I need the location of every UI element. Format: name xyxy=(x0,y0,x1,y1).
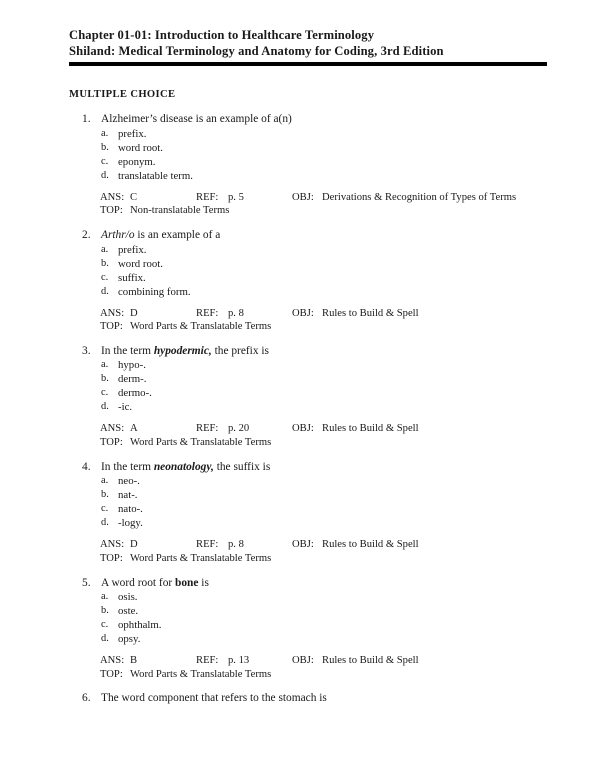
answer-option-letter: d. xyxy=(101,517,109,529)
answer-option-text: nato-. xyxy=(118,503,143,516)
answer-option-letter: d. xyxy=(101,401,109,413)
answer-option-text: nat-. xyxy=(118,489,138,502)
reference-label: REF: xyxy=(196,539,219,551)
answer-option-letter: c. xyxy=(101,503,109,515)
answer-option[interactable] xyxy=(0,386,600,400)
topic-value: Word Parts & Translatable Terms xyxy=(130,321,272,333)
answer-metadata xyxy=(0,307,600,334)
answer-label: ANS: xyxy=(100,307,125,319)
objective-value: Derivations & Recognition of Types of Terms xyxy=(322,191,517,203)
question-stem-emphasis: hypodermic, xyxy=(153,344,212,357)
answer-metadata xyxy=(0,191,600,218)
question-stem-text: In the term xyxy=(101,344,154,357)
question-number: 6. xyxy=(82,692,91,705)
answer-option[interactable] xyxy=(0,372,600,386)
objective-value: Rules to Build & Spell xyxy=(322,307,419,319)
answer-option[interactable] xyxy=(0,155,600,169)
question-stem xyxy=(0,112,600,126)
question-number: 3. xyxy=(82,344,91,357)
answer-option-list xyxy=(0,590,600,646)
answer-option-text: word root. xyxy=(118,257,163,270)
objective-value: Rules to Build & Spell xyxy=(322,655,419,667)
question-stem-text: Alzheimer’s disease is an example of a(n) xyxy=(101,113,292,125)
question-stem-text: the prefix is xyxy=(211,344,269,357)
answer-option-text: prefix. xyxy=(118,243,147,256)
answer-option-text: hypo-. xyxy=(118,359,146,372)
objective-value: Rules to Build & Spell xyxy=(322,539,419,551)
answer-option-text: oste. xyxy=(118,605,139,618)
answer-option[interactable] xyxy=(0,257,600,271)
answer-option-letter: b. xyxy=(101,605,109,617)
reference-value: p. 8 xyxy=(228,539,244,551)
answer-metadata-row xyxy=(0,320,600,334)
answer-option[interactable] xyxy=(0,604,600,618)
question-item xyxy=(0,228,600,334)
answer-option[interactable] xyxy=(0,127,600,141)
answer-option-text: -ic. xyxy=(118,401,133,414)
reference-value: p. 13 xyxy=(228,655,250,667)
answer-metadata-row xyxy=(0,307,600,321)
answer-option-text: combining form. xyxy=(118,285,191,298)
answer-metadata-row xyxy=(0,668,600,682)
objective-label: OBJ: xyxy=(292,191,314,203)
answer-option-letter: a. xyxy=(101,591,109,603)
answer-metadata-row xyxy=(0,538,600,552)
answer-value: D xyxy=(130,539,138,551)
answer-option-text: ophthalm. xyxy=(118,619,162,632)
question-stem-emphasis: bone xyxy=(175,576,199,589)
reference-value: p. 5 xyxy=(228,191,244,203)
answer-label: ANS: xyxy=(100,539,125,551)
answer-label: ANS: xyxy=(100,655,125,667)
answer-metadata xyxy=(0,538,600,565)
answer-option-letter: b. xyxy=(101,489,109,501)
answer-label: ANS: xyxy=(100,423,125,435)
question-number: 2. xyxy=(82,228,91,241)
document-header xyxy=(69,28,547,59)
answer-option-letter: b. xyxy=(101,373,109,385)
answer-option[interactable] xyxy=(0,502,600,516)
answer-option-list xyxy=(0,474,600,530)
header-divider-rule xyxy=(69,62,547,66)
answer-option-letter: b. xyxy=(101,257,109,269)
topic-label: TOP: xyxy=(100,321,123,333)
objective-value: Rules to Build & Spell xyxy=(322,423,419,435)
answer-option-letter: a. xyxy=(101,127,109,139)
answer-metadata xyxy=(0,654,600,681)
answer-option-letter: c. xyxy=(101,619,109,631)
answer-option-text: osis. xyxy=(118,591,138,604)
section-heading-multiple-choice: MULTIPLE CHOICE xyxy=(69,89,176,100)
answer-option-letter: d. xyxy=(101,169,109,181)
answer-metadata-row xyxy=(0,436,600,450)
topic-value: Word Parts & Translatable Terms xyxy=(130,552,272,564)
answer-option[interactable] xyxy=(0,618,600,632)
answer-metadata-row xyxy=(0,654,600,668)
question-stem-emphasis: Arthr/o xyxy=(101,228,135,241)
topic-value: Non-translatable Terms xyxy=(130,205,230,217)
question-item xyxy=(0,691,600,705)
topic-label: TOP: xyxy=(100,552,123,564)
answer-option-list xyxy=(0,358,600,414)
objective-label: OBJ: xyxy=(292,539,314,551)
reference-label: REF: xyxy=(196,191,219,203)
answer-metadata-row xyxy=(0,204,600,218)
answer-option[interactable] xyxy=(0,516,600,530)
answer-option[interactable] xyxy=(0,488,600,502)
topic-value: Word Parts & Translatable Terms xyxy=(130,668,272,680)
question-number: 5. xyxy=(82,576,91,589)
header-chapter-title: Chapter 01-01: Introduction to Healthcare Terminology xyxy=(69,28,375,42)
answer-option[interactable] xyxy=(0,243,600,257)
answer-option-letter: a. xyxy=(101,243,109,255)
objective-label: OBJ: xyxy=(292,423,314,435)
answer-option[interactable] xyxy=(0,141,600,155)
answer-option-letter: c. xyxy=(101,271,109,283)
topic-label: TOP: xyxy=(100,205,123,217)
question-item xyxy=(0,112,600,218)
answer-value: D xyxy=(130,307,138,319)
question-stem xyxy=(0,460,600,474)
question-stem-text: The word component that refers to the stomach is xyxy=(101,692,327,705)
topic-label: TOP: xyxy=(100,668,123,680)
answer-metadata xyxy=(0,422,600,449)
reference-label: REF: xyxy=(196,307,219,319)
topic-label: TOP: xyxy=(100,437,123,449)
answer-metadata-row xyxy=(0,552,600,566)
answer-option-letter: d. xyxy=(101,285,109,297)
question-stem-text: the suffix is xyxy=(213,460,271,473)
question-stem-text: In the term xyxy=(101,460,154,473)
question-stem xyxy=(0,344,600,358)
reference-value: p. 8 xyxy=(228,307,244,319)
question-stem-text: is xyxy=(198,576,209,589)
answer-option-text: neo-. xyxy=(118,475,140,488)
answer-option[interactable] xyxy=(0,271,600,285)
question-number: 4. xyxy=(82,460,91,473)
answer-option-text: -logy. xyxy=(118,517,143,530)
question-item xyxy=(0,460,600,566)
question-stem-text: A word root for xyxy=(101,576,176,589)
answer-option-list xyxy=(0,127,600,183)
answer-option[interactable] xyxy=(0,590,600,604)
question-item xyxy=(0,576,600,682)
answer-option-text: dermo-. xyxy=(118,387,152,400)
objective-label: OBJ: xyxy=(292,307,314,319)
reference-label: REF: xyxy=(196,655,219,667)
question-stem-text: is an example of a xyxy=(134,228,221,241)
answer-option-letter: c. xyxy=(101,155,109,167)
answer-option-text: word root. xyxy=(118,141,163,154)
answer-option-text: derm-. xyxy=(118,373,147,386)
topic-value: Word Parts & Translatable Terms xyxy=(130,437,272,449)
answer-metadata-row xyxy=(0,422,600,436)
answer-option-text: suffix. xyxy=(118,271,146,284)
answer-option[interactable] xyxy=(0,474,600,488)
answer-option-text: translatable term. xyxy=(118,169,193,182)
answer-option-letter: d. xyxy=(101,633,109,645)
reference-value: p. 20 xyxy=(228,423,250,435)
question-number: 1. xyxy=(82,113,91,125)
header-book-title: Shiland: Medical Terminology and Anatomy for Coding, 3rd Edition xyxy=(69,43,444,58)
answer-option-text: eponym. xyxy=(118,155,156,168)
answer-option-letter: a. xyxy=(101,475,109,487)
objective-label: OBJ: xyxy=(292,655,314,667)
answer-option-text: prefix. xyxy=(118,127,147,140)
answer-value: B xyxy=(130,655,138,667)
answer-option-letter: a. xyxy=(101,359,109,371)
reference-label: REF: xyxy=(196,423,219,435)
question-stem xyxy=(0,228,600,242)
answer-option-list xyxy=(0,243,600,299)
question-stem-emphasis: neonatology, xyxy=(153,460,214,473)
question-list xyxy=(0,112,600,716)
question-item xyxy=(0,344,600,450)
answer-option[interactable] xyxy=(0,358,600,372)
answer-option-letter: c. xyxy=(101,387,109,399)
answer-option[interactable] xyxy=(0,285,600,299)
answer-metadata-row xyxy=(0,191,600,205)
question-stem xyxy=(0,576,600,590)
answer-option-text: opsy. xyxy=(118,633,141,646)
question-stem xyxy=(0,691,600,705)
answer-option-letter: b. xyxy=(101,141,109,153)
answer-option[interactable] xyxy=(0,632,600,646)
answer-option[interactable] xyxy=(0,400,600,414)
answer-option[interactable] xyxy=(0,169,600,183)
answer-label: ANS: xyxy=(100,191,125,203)
answer-value: C xyxy=(130,191,138,203)
answer-value: A xyxy=(130,423,138,435)
